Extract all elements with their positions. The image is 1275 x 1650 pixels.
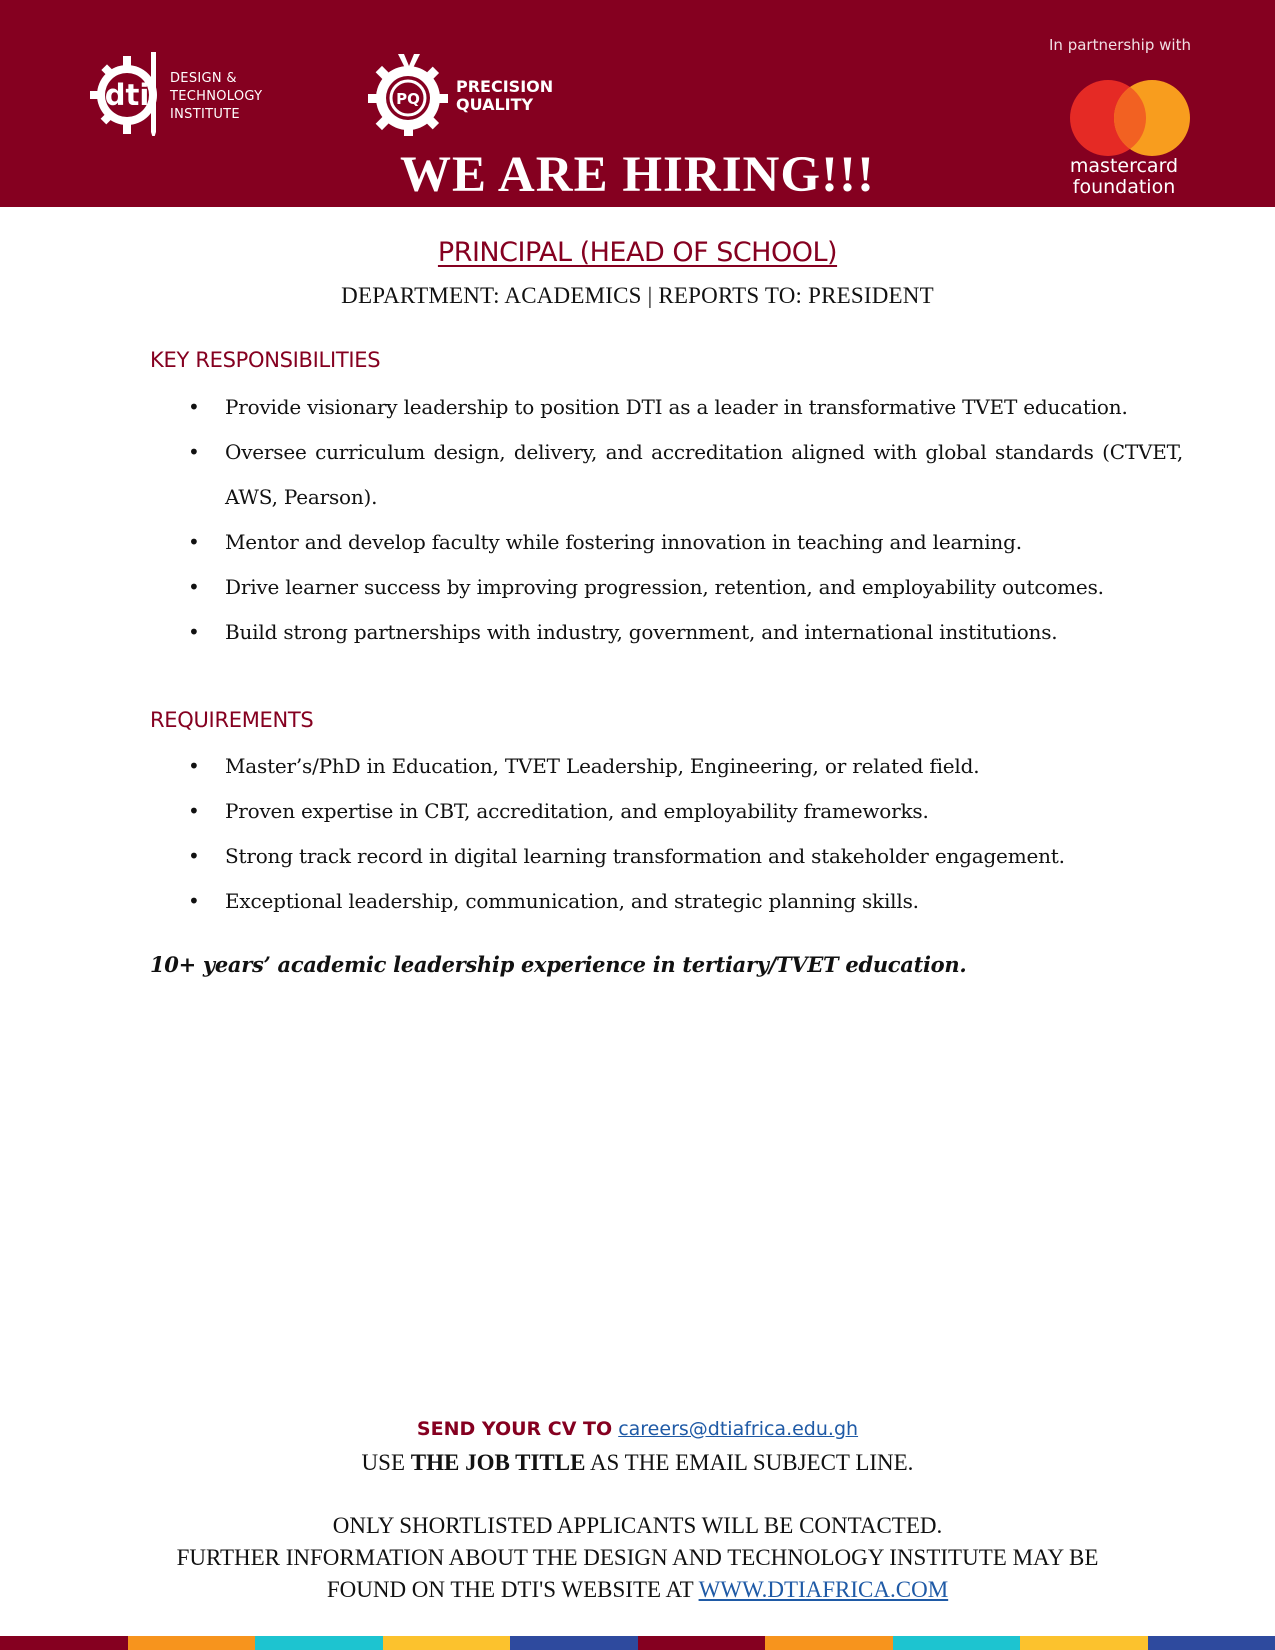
responsibilities-heading: KEY RESPONSIBILITIES: [150, 348, 381, 372]
partnership-caption: In partnership with: [1049, 36, 1191, 54]
pq-logo: [368, 52, 568, 136]
gear-icon: [90, 50, 164, 136]
color-bar-segment: [638, 1636, 766, 1650]
color-bar-segment: [765, 1636, 893, 1650]
list-item: • Exceptional leadership, communication, and strategic planning skills.: [150, 879, 1183, 924]
responsibilities-list: [150, 385, 1183, 655]
further-info-line: FURTHER INFORMATION ABOUT THE DESIGN AND TECHNOLOGY INSTITUTE MAY BE: [176, 1545, 1099, 1570]
department-line: DEPARTMENT: ACADEMICS | REPORTS TO: PRESIDENT: [341, 283, 934, 308]
list-item: • Mentor and develop faculty while fostering innovation in teaching and learning.: [150, 520, 1183, 565]
shortlist-note: ONLY SHORTLISTED APPLICANTS WILL BE CONTACTED.: [332, 1513, 943, 1538]
website-line: FOUND ON THE DTI'S WEBSITE AT WWW.DTIAFRICA.COM: [326, 1577, 949, 1602]
website-link[interactable]: WWW.DTIAFRICA.COM: [698, 1577, 949, 1602]
send-cv-line: [0, 1418, 1275, 1440]
send-cv-label: SEND YOUR CV TO: [416, 1418, 613, 1440]
hiring-headline: WE ARE HIRING!!!: [399, 147, 876, 203]
list-item: • Provide visionary leadership to position DTI as a leader in transformative TVET education.: [150, 385, 1183, 430]
job-title: PRINCIPAL (HEAD OF SCHOOL): [437, 237, 838, 268]
color-bar-segment: [383, 1636, 511, 1650]
list-item: • Oversee curriculum design, delivery, and accreditation aligned with global standards (CTVET, AWS, Pearson).: [150, 430, 1183, 520]
color-bar-segment: [510, 1636, 638, 1650]
list-item: • Proven expertise in CBT, accreditation, and employability frameworks.: [150, 789, 1183, 834]
pq-logo-text: PRECISION QUALITY: [456, 77, 554, 114]
pq-logo-mark: PQ: [396, 90, 420, 108]
requirements-list: [150, 744, 1183, 924]
list-item: • Build strong partnerships with industry, government, and international institutions.: [150, 610, 1183, 655]
header-banner: [0, 0, 1275, 207]
subject-emphasis: THE JOB TITLE: [410, 1450, 586, 1475]
dti-logo-mark: dti: [104, 78, 150, 112]
pq-gear-icon: [368, 52, 450, 136]
list-item: • Drive learner success by improving progression, retention, and employability outcomes.: [150, 565, 1183, 610]
color-bar-segment: [0, 1636, 128, 1650]
bottom-color-bar: [0, 1636, 1275, 1650]
dti-logo-text: DESIGN & TECHNOLOGY INSTITUTE: [170, 71, 263, 122]
experience-requirement: 10+ years’ academic leadership experience in tertiary/TVET education.: [150, 952, 967, 977]
partner-name: mastercard foundation: [1069, 155, 1179, 198]
color-bar-segment: [1148, 1636, 1275, 1650]
careers-email-link[interactable]: careers@dtiafrica.edu.gh: [618, 1418, 859, 1440]
dti-logo: [90, 48, 275, 140]
requirements-heading: REQUIREMENTS: [150, 708, 314, 732]
color-bar-segment: [255, 1636, 383, 1650]
list-item: • Strong track record in digital learning transformation and stakeholder engagement.: [150, 834, 1183, 879]
list-item: • Master’s/PhD in Education, TVET Leadership, Engineering, or related field.: [150, 744, 1183, 789]
color-bar-segment: [1020, 1636, 1148, 1650]
color-bar-segment: [128, 1636, 256, 1650]
color-bar-segment: [893, 1636, 1021, 1650]
subject-line-instruction: USE THE JOB TITLE AS THE EMAIL SUBJECT LINE.: [361, 1450, 914, 1475]
